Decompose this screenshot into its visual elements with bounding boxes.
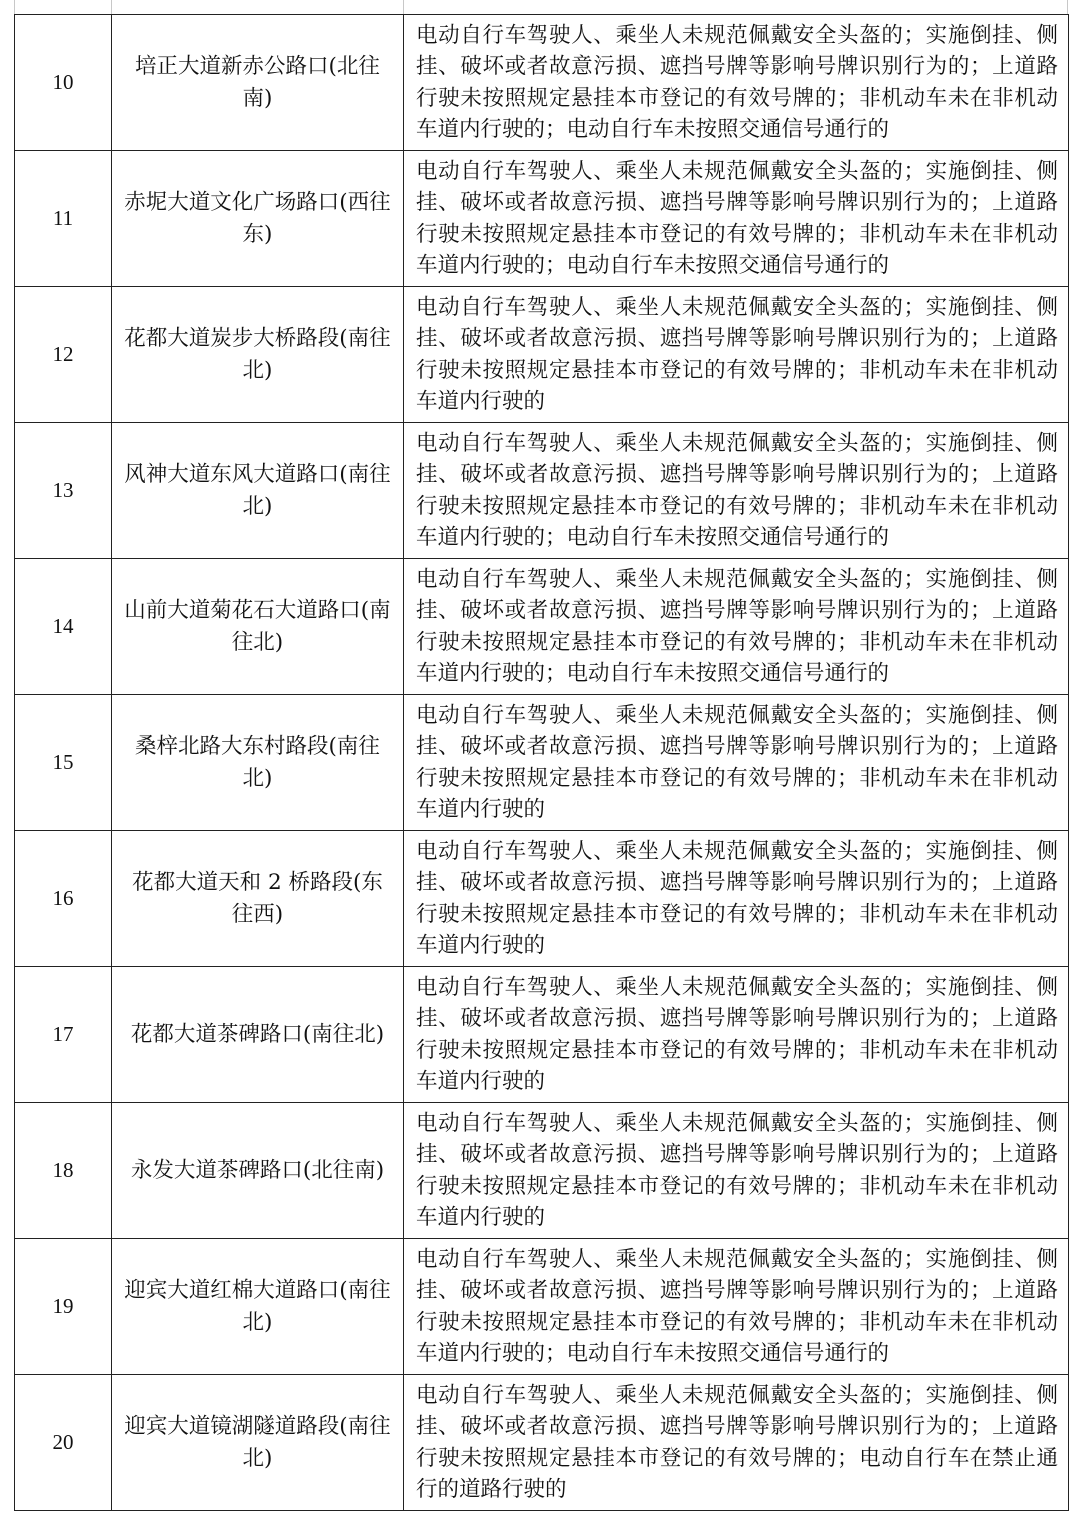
table-row [15,695,1069,831]
row-number: 12 [15,287,112,423]
enforcement-location: 迎宾大道红棉大道路口(南往北) [112,1239,404,1375]
row-number: 10 [15,15,112,151]
row-number: 16 [15,831,112,967]
enforcement-location: 桑梓北路大东村路段(南往北) [112,695,404,831]
table-row [15,1375,1069,1511]
enforcement-location: 永发大道茶碑路口(北往南) [112,1103,404,1239]
violation-description: 电动自行车驾驶人、乘坐人未规范佩戴安全头盔的；实施倒挂、侧挂、破坏或者故意污损、遮挡号牌等影响号牌识别行为的；上道路行驶未按照规定悬挂本市登记的有效号牌的；非机动车未在非机动车道内行驶的 [404,695,1069,831]
enforcement-location: 花都大道茶碑路口(南往北) [112,967,404,1103]
table-row [15,287,1069,423]
violation-description: 电动自行车驾驶人、乘坐人未规范佩戴安全头盔的；实施倒挂、侧挂、破坏或者故意污损、遮挡号牌等影响号牌识别行为的；上道路行驶未按照规定悬挂本市登记的有效号牌的；非机动车未在非机动车道内行驶的 [404,967,1069,1103]
table-row [15,967,1069,1103]
violation-description: 电动自行车驾驶人、乘坐人未规范佩戴安全头盔的；实施倒挂、侧挂、破坏或者故意污损、遮挡号牌等影响号牌识别行为的；上道路行驶未按照规定悬挂本市登记的有效号牌的；非机动车未在非机动车道内行驶的；电动自行车未按照交通信号通行的 [404,151,1069,287]
violation-description: 电动自行车驾驶人、乘坐人未规范佩戴安全头盔的；实施倒挂、侧挂、破坏或者故意污损、遮挡号牌等影响号牌识别行为的；上道路行驶未按照规定悬挂本市登记的有效号牌的；非机动车未在非机动车道内行驶的；电动自行车未按照交通信号通行的 [404,559,1069,695]
table-row [15,1103,1069,1239]
enforcement-location: 培正大道新赤公路口(北往南) [112,15,404,151]
row-number: 15 [15,695,112,831]
enforcement-location: 花都大道炭步大桥路段(南往北) [112,287,404,423]
enforcement-location: 风神大道东风大道路口(南往北) [112,423,404,559]
top-edge-gridline [111,0,112,14]
row-number: 17 [15,967,112,1103]
violation-description: 电动自行车驾驶人、乘坐人未规范佩戴安全头盔的；实施倒挂、侧挂、破坏或者故意污损、遮挡号牌等影响号牌识别行为的；上道路行驶未按照规定悬挂本市登记的有效号牌的；非机动车未在非机动车道内行驶的；电动自行车未按照交通信号通行的 [404,15,1069,151]
table-row [15,559,1069,695]
violation-description: 电动自行车驾驶人、乘坐人未规范佩戴安全头盔的；实施倒挂、侧挂、破坏或者故意污损、遮挡号牌等影响号牌识别行为的；上道路行驶未按照规定悬挂本市登记的有效号牌的；非机动车未在非机动车道内行驶的 [404,1103,1069,1239]
table-row [15,151,1069,287]
row-number: 14 [15,559,112,695]
violation-description: 电动自行车驾驶人、乘坐人未规范佩戴安全头盔的；实施倒挂、侧挂、破坏或者故意污损、遮挡号牌等影响号牌识别行为的；上道路行驶未按照规定悬挂本市登记的有效号牌的；非机动车未在非机动车道内行驶的 [404,287,1069,423]
row-number: 13 [15,423,112,559]
top-edge-gridline [14,0,15,14]
table-row [15,423,1069,559]
enforcement-locations-table [14,14,1069,1511]
violation-description: 电动自行车驾驶人、乘坐人未规范佩戴安全头盔的；实施倒挂、侧挂、破坏或者故意污损、遮挡号牌等影响号牌识别行为的；上道路行驶未按照规定悬挂本市登记的有效号牌的；非机动车未在非机动车道内行驶的；电动自行车未按照交通信号通行的 [404,423,1069,559]
row-number: 11 [15,151,112,287]
row-number: 18 [15,1103,112,1239]
enforcement-location: 赤坭大道文化广场路口(西往东) [112,151,404,287]
enforcement-location: 迎宾大道镜湖隧道路段(南往北) [112,1375,404,1511]
enforcement-location: 山前大道菊花石大道路口(南往北) [112,559,404,695]
top-edge-gridline [403,0,404,14]
enforcement-location: 花都大道天和 2 桥路段(东往西) [112,831,404,967]
table-row [15,831,1069,967]
table-row [15,1239,1069,1375]
violation-description: 电动自行车驾驶人、乘坐人未规范佩戴安全头盔的；实施倒挂、侧挂、破坏或者故意污损、遮挡号牌等影响号牌识别行为的；上道路行驶未按照规定悬挂本市登记的有效号牌的；非机动车未在非机动车道内行驶的 [404,831,1069,967]
top-edge-gridline [1067,0,1068,14]
violation-description: 电动自行车驾驶人、乘坐人未规范佩戴安全头盔的；实施倒挂、侧挂、破坏或者故意污损、遮挡号牌等影响号牌识别行为的；上道路行驶未按照规定悬挂本市登记的有效号牌的；非机动车未在非机动车道内行驶的；电动自行车未按照交通信号通行的 [404,1239,1069,1375]
table-row [15,15,1069,151]
violation-description: 电动自行车驾驶人、乘坐人未规范佩戴安全头盔的；实施倒挂、侧挂、破坏或者故意污损、遮挡号牌等影响号牌识别行为的；上道路行驶未按照规定悬挂本市登记的有效号牌的；电动自行车在禁止通行的道路行驶的 [404,1375,1069,1511]
row-number: 19 [15,1239,112,1375]
row-number: 20 [15,1375,112,1511]
